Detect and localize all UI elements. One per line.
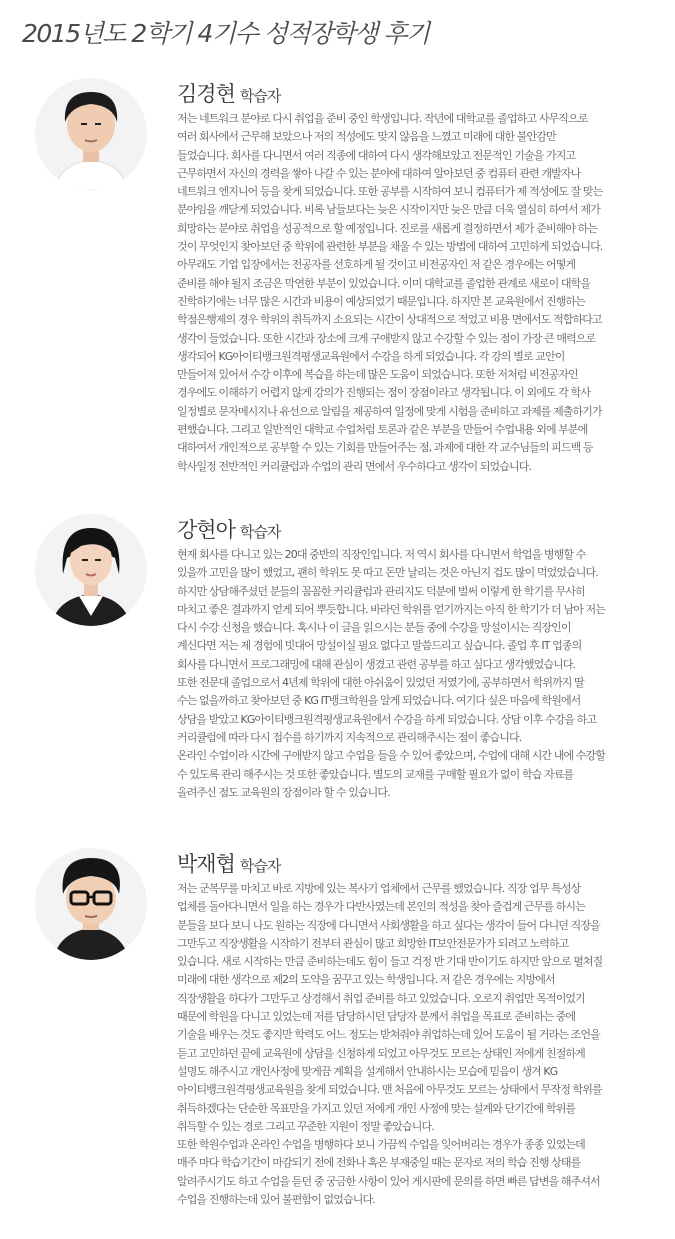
review-line: 기술을 배우는 것도 좋지만 학력도 어느 정도는 받쳐줘야 취업하는데 있어 도움이 될 거라는 조언을 [177,1028,600,1042]
review-line: 생각이 들었습니다. 또한 시간과 장소에 크게 구애받지 않고 수강할 수 있는 점이 가장 큰 매력으로 [177,331,596,345]
review-line: 진학하기에는 너무 많은 시간과 비용이 예상되었기 때문입니다. 하지만 본 교육원에서 진행하는 [177,294,585,308]
review-line: 직장생활을 하다가 그만두고 상경해서 취업 준비를 하고 있었습니다. 오로지 취업만 목적이었기 [177,991,585,1005]
review-line: 매주 마다 학습기간이 마감되기 전에 전화나 혹은 부재중일 때는 문자로 저의 학습 진행 상태를 [177,1156,581,1170]
review-line: 일정별로 문자메시지나 유선으로 알림을 제공하여 일정에 맞게 시험을 준비하고 과제를 제출하기가 [177,404,602,418]
review-line: 미래에 대한 생각으로 제2의 도약을 꿈꾸고 있는 학생입니다. 저 같은 경우에는 지방에서 [177,973,555,987]
avatar [35,848,147,960]
review-line: 여러 회사에서 근무해 보았으나 저의 적성에도 맞지 않음을 느꼈고 미래에 대한 불안감만 [177,130,556,144]
review-line: 준비를 해야 될지 조금은 막연한 부분이 있었습니다. 이미 대학교를 졸업한 관계로 새로이 대학을 [177,276,591,290]
review-line: 근무하면서 자신의 경력을 쌓아 나갈 수 있는 분야에 대하여 알아보던 중 컴퓨터 관련 개발자나 [177,166,581,180]
review-line: 올려주신 점도 교육원의 장점이라 할 수 있습니다. [177,785,390,799]
review-line: 또한 전문대 졸업으로서 4년제 학위에 대한 아쉬움이 있었던 저였기에, 공부하면서 학위까지 딸 [177,676,584,690]
review-line: 저는 네트워크 분야로 다시 취업을 준비 중인 학생입니다. 작년에 대학교를 졸업하고 사무직으로 [177,112,588,125]
reviewer-heading [177,848,280,878]
review-line: 수 있도록 관리 해주시는 것 또한 좋았습니다. 별도의 교재를 구매할 필요가 없이 학습 자료를 [177,767,574,781]
page-title: 2015년도 2학기 4기수 성적장학생 후기 [22,19,429,48]
review-line: 아무래도 기업 입장에서는 전공자를 선호하게 될 것이고 비전공자인 저 같은 경우에는 어떻게 [177,258,576,272]
review-line: 수는 없을까하고 찾아보던 중 KG IT뱅크학원을 알게 되었습니다. 여기다 싶은 마음에 학원에서 [177,694,581,708]
reviewer-suffix: 학습자 [239,87,281,105]
review-line: 취득하겠다는 단순한 목표만을 가지고 있던 저에게 개인 사정에 맞는 설계와 단기간에 학위를 [177,1101,576,1115]
review-line: 있습니다. 새로 시작하는 만큼 준비하는데도 힘이 들고 걱정 반 기대 반이기도 하지만 앞으로 펼쳐질 [177,955,603,969]
review-line: 취득할 수 있는 경로 그리고 꾸준한 지원이 정말 좋았습니다. [177,1119,434,1133]
review-line: 마치고 좋은 결과까지 얻게 되어 뿌듯합니다. 바라던 학위를 얻기까지는 아직 한 학기가 더 남아 저는 [177,602,605,616]
review-line: 있을까 고민을 많이 했었고, 괜히 학위도 못 따고 돈만 날리는 것은 아닌지 겁도 많이 먹었었습니다. [177,566,598,580]
reviewer-heading [177,78,280,108]
review-line: 학점은행제의 경우 학위의 취득까지 소요되는 시간이 상대적으로 적었고 비용 면에서도 적합하다고 [177,313,602,327]
review-line: 저는 군복무를 마치고 바로 지방에 있는 복사기 업체에서 근무를 했었습니다. 직장 업무 특성상 [177,882,581,895]
review-line: 현재 회사를 다니고 있는 20대 중반의 직장인입니다. 저 역시 회사를 다니면서 학업을 병행할 수 [177,548,586,561]
review-line: 커리큘럼에 따라 다시 접수를 하기까지 지속적으로 관리해주시는 점이 좋습니다. [177,730,522,744]
reviewer-name: 박재협 [177,852,235,876]
review-line: 상담을 받았고 KG아이티뱅크원격평생교육원에서 수강을 하게 되었습니다. 상담 이후 수강을 하고 [177,712,597,726]
reviewer-suffix: 학습자 [239,523,281,541]
review-line: 것이 무엇인지 찾아보던 중 학위에 관련한 부분을 채울 수 있는 방법에 대하여 고민하게 되었습니다. [177,240,603,254]
review-line: 듣고 고민하던 끝에 교육원에 상담을 신청하게 되었고 아무것도 모르는 상태인 저에게 친절하게 [177,1046,585,1060]
review-line: 아이티뱅크원격평생교육원을 찾게 되었습니다. 맨 처음에 아무것도 모르는 상태에서 무작정 학위를 [177,1083,602,1097]
review-line: 수업을 진행하는데 있어 불편함이 없었습니다. [177,1193,375,1207]
review-line: 계신다면 저는 제 경험에 빗대어 망설이실 필요 없다고 말씀드리고 싶습니다. 졸업 후 IT 업종의 [177,639,582,653]
review-line: 설명도 해주시고 개인사정에 맞게끔 계획을 설계해서 안내하시는 모습에 믿음이 생겨 KG [177,1064,558,1078]
review-line: 또한 학원수업과 온라인 수업을 병행하다 보니 가끔씩 수업을 잊어버리는 경우가 종종 있었는데 [177,1138,585,1152]
review-line: 경우에도 이해하기 어렵지 않게 강의가 진행되는 점이 장점이라고 생각됩니다. 이 외에도 각 학사 [177,386,591,400]
review-line: 회사를 다니면서 프로그래밍에 대해 관심이 생겼고 관련 공부를 하고 싶다고 생각했었습니다. [177,657,576,671]
reviewer-heading [177,514,280,544]
review-line: 편했습니다. 그리고 일반적인 대학교 수업처럼 토론과 같은 부분을 만들어 수업내용 외에 부분에 [177,423,588,437]
review-line: 네트워크 엔지니어 등을 찾게 되었습니다. 또한 공부를 시작하여 보니 컴퓨터가 제 적성에도 잘 맞는 [177,185,603,199]
review-line: 알려주시기도 하고 수업을 듣던 중 궁금한 사항이 있어 게시판에 문의를 하면 빠른 답변을 해주셔서 [177,1174,600,1188]
review-line: 다시 수강 신청을 했습니다. 혹시나 이 글을 읽으시는 분들 중에 수강을 망설이시는 직장인이 [177,621,571,635]
review-line: 그만두고 직장생활을 시작하기 전부터 관심이 많고 희망한 IT보안전문가가 되려고 노력하고 [177,936,569,950]
reviewer-suffix: 학습자 [239,857,281,875]
review-line: 업체를 돌아다니면서 일을 하는 경우가 다반사였는데 본인의 적성을 찾아 즐겁게 근무를 하시는 [177,900,585,914]
review-body [177,880,655,1209]
avatar [35,514,147,626]
review-body [177,546,655,802]
review-line: 분들을 보다 보니 나도 원하는 직장에 다니면서 사회생활을 하고 싶다는 생각이 들어 다니던 직장을 [177,918,600,932]
review-line: 학사일정 전반적인 커리큘럼과 수업의 관리 면에서 우수하다고 생각이 되었습니다. [177,459,532,473]
reviewer-name: 강현아 [177,518,235,542]
review-line: 희망하는 분야로 취업을 성공적으로 할 예정입니다. 진로를 새롭게 결정하면서 제가 준비해야 하는 [177,221,598,235]
review-line: 하지만 상담해주셨던 분들의 꼼꼼한 커리큘럼과 관리지도 덕분에 벌써 이렇게 한 학기를 무사히 [177,584,585,598]
reviewer-name: 김경현 [177,82,235,106]
review-line: 대하여서 개인적으로 공부할 수 있는 기회를 만들어주는 점, 과제에 대한 각 교수님들의 피드백 등 [177,441,593,455]
review-line: 분야임을 깨닫게 되었습니다. 비록 남들보다는 늦은 시작이지만 늦은 만큼 더욱 열심히 하여서 제가 [177,203,600,217]
review-line: 생각되어 KG아이티뱅크원격평생교육원에서 수강을 하게 되었습니다. 각 강의 별로 교안이 [177,349,565,363]
review-body [177,110,655,476]
review-line: 만들어져 있어서 수강 이후에 복습을 하는데 많은 도움이 되었습니다. 또한 저처럼 비전공자인 [177,368,578,382]
review-line: 온라인 수업이라 시간에 구애받지 않고 수업을 들을 수 있어 좋았으며, 수업에 대해 시간 내에 수강할 [177,749,605,763]
avatar [35,78,147,190]
review-line: 때문에 학원을 다니고 있었는데 저를 담당하시던 담당자 분께서 취업을 목표로 준비하는 중에 [177,1010,576,1024]
review-line: 들었습니다. 회사를 다니면서 여러 직종에 대하여 다시 생각해보았고 전문적인 기술을 가지고 [177,148,576,162]
